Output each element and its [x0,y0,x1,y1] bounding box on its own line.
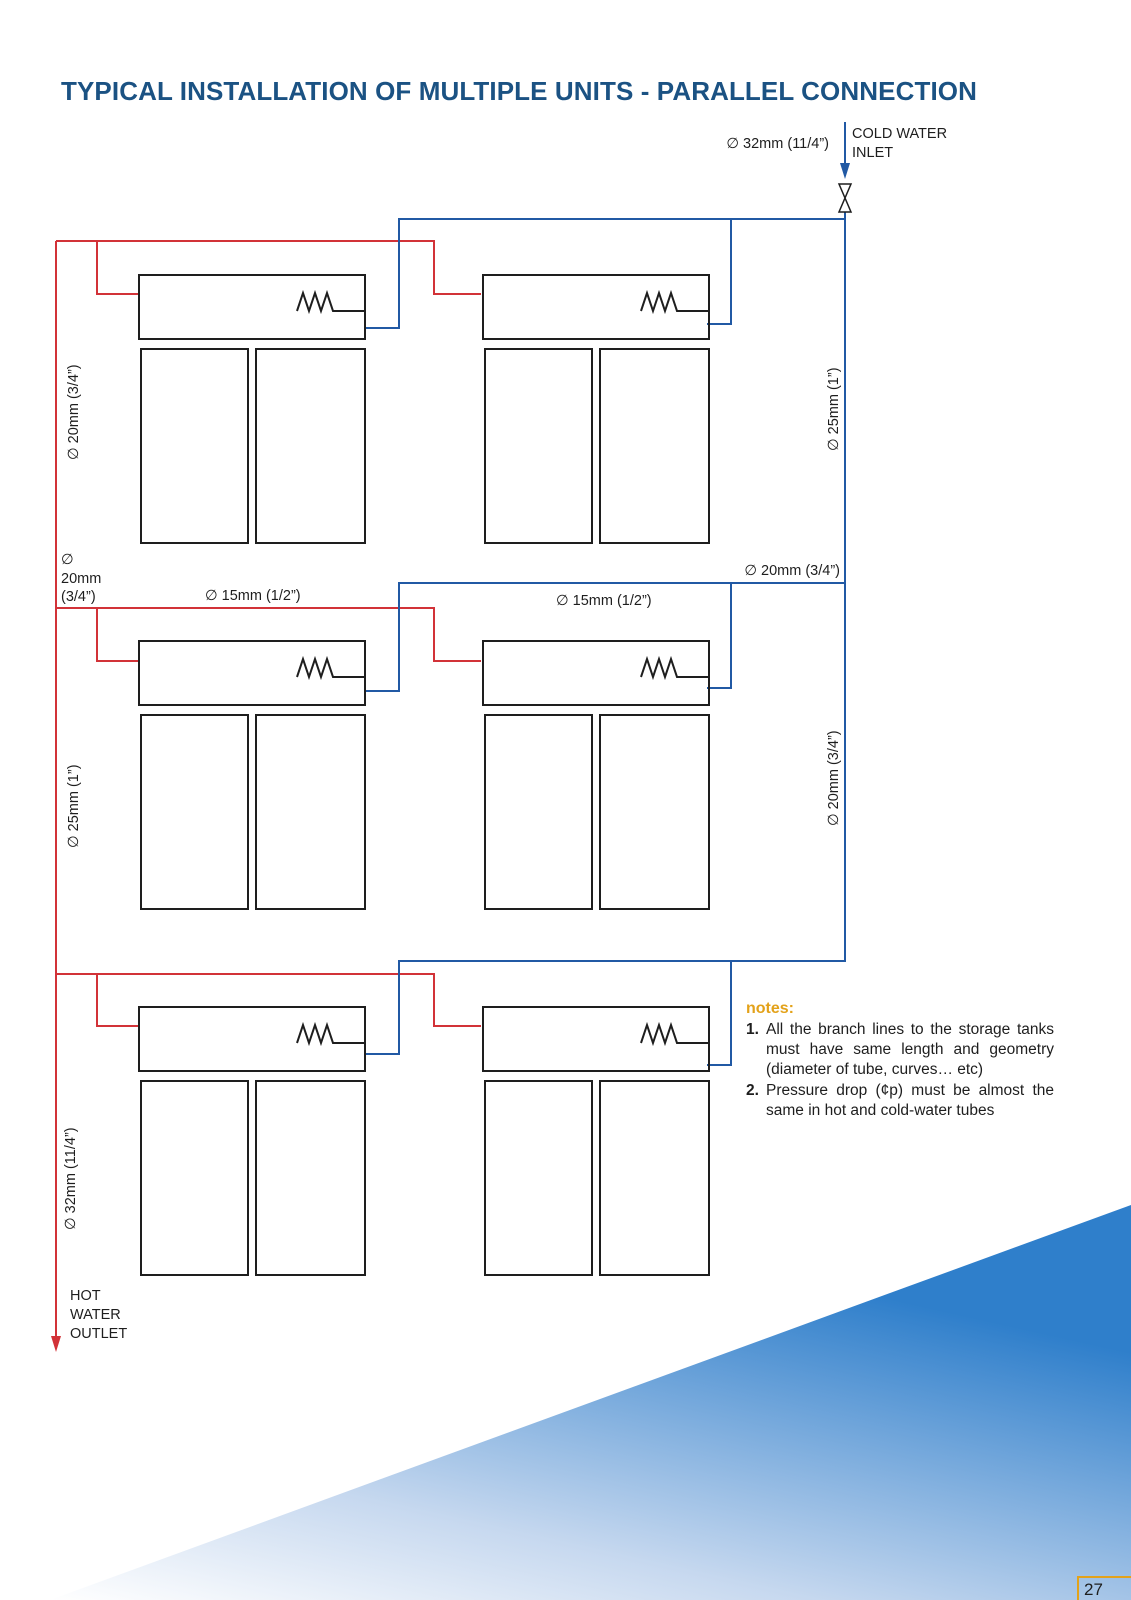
solar-unit-row1-right [483,275,709,543]
outlet-label-line1: HOT [70,1288,101,1304]
collector-panel [485,349,592,543]
hot-branch-label-inch: (3/4”) [61,589,96,605]
cold-inlet-arrow [840,163,850,179]
cold-mid-riser-label: ∅ 20mm (3/4”) [826,730,842,826]
hot-branch-row3-left [97,974,139,1026]
solar-unit-row3-right [483,1007,709,1275]
hot-header-row1 [56,241,481,294]
cold-header-row1 [364,219,845,328]
outlet-label-line3: OUTLET [70,1326,128,1342]
inlet-size-label: ∅ 32mm (11/4”) [726,136,829,152]
inlet-label-line1: COLD WATER [852,126,948,142]
solar-unit-row2-right [483,641,709,909]
outlet-label-line2: WATER [70,1307,121,1323]
hot-branch-row1-left [97,241,139,294]
heating-element-icon [641,1025,708,1043]
hot-header-row2 [56,608,481,661]
branch-left-label: ∅ 15mm (1/2”) [205,588,301,604]
notes-title: notes: [746,1000,794,1017]
hot-mid-riser-label: ∅ 25mm (1”) [66,764,82,848]
valve-icon [839,184,851,212]
heating-element-icon [297,293,364,311]
hot-branch-row2-left [97,608,139,661]
page-title: TYPICAL INSTALLATION OF MULTIPLE UNITS - PARALLEL CONNECTION [61,76,977,106]
collector-panel [600,1081,709,1275]
cold-branch-row1-right [707,219,731,324]
cold-top-riser-label: ∅ 25mm (1”) [826,367,842,451]
hot-water-pipes [56,241,481,1338]
page-number: 27 [1077,1576,1131,1600]
heating-element-icon [641,293,708,311]
collector-panel [600,349,709,543]
collector-panel [141,1081,248,1275]
hot-branch-label-size: 20mm [61,571,102,587]
collector-panel [256,349,365,543]
branch-right-label: ∅ 15mm (1/2”) [556,593,652,609]
notes-section [746,1000,1054,1122]
heating-element-icon [641,659,708,677]
collector-panel [256,715,365,909]
collector-panel [141,349,248,543]
hot-bottom-riser-label: ∅ 32mm (11/4”) [63,1127,79,1230]
hot-outlet-arrow [51,1336,61,1352]
hot-header-row3 [56,974,481,1026]
note-number: 1. [746,1021,759,1038]
hot-branch-label-sym: ∅ [61,552,74,568]
inlet-label-line2: INLET [852,145,894,161]
heating-element-icon [297,1025,364,1043]
cold-main-riser [364,210,845,1054]
cold-mid-header-label: ∅ 20mm (3/4”) [744,563,840,579]
note-item [746,1081,1054,1121]
note-item [746,1020,1054,1080]
cold-branch-row2-right [707,583,731,688]
note-number: 2. [746,1082,759,1099]
collector-panel [485,715,592,909]
solar-unit-row3-left [139,1007,365,1275]
collector-panel [256,1081,365,1275]
solar-unit-row2-left [139,641,365,909]
cold-branch-row3-right [707,961,731,1065]
note-text: All the branch lines to the storage tanks must have same length and geometry (diameter of tube, curves… etc) [766,1021,1054,1078]
collector-panel [141,715,248,909]
note-text: Pressure drop (¢p) must be almost the same in hot and cold-water tubes [766,1082,1054,1119]
solar-unit-row1-left [139,275,365,543]
collector-panel [485,1081,592,1275]
collector-panel [600,715,709,909]
hot-top-riser-label: ∅ 20mm (3/4”) [66,364,82,460]
heating-element-icon [297,659,364,677]
